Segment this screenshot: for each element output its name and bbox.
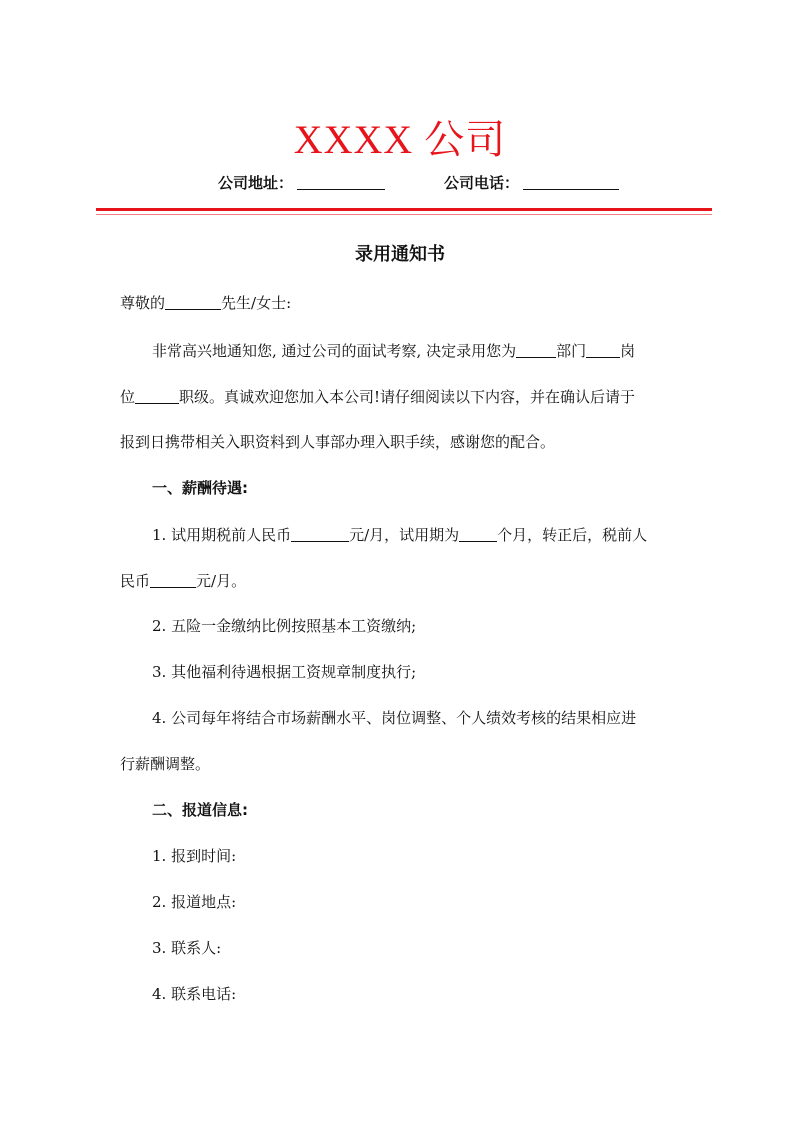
salary-item-2: 2. 五险一金缴纳比例按照基本工资缴纳; bbox=[152, 617, 417, 635]
intro-text: 职级。真诚欢迎您加入本公司!请仔细阅读以下内容，并在确认后请于 bbox=[179, 388, 636, 406]
greeting-prefix: 尊敬的 bbox=[120, 294, 166, 312]
salary-item-4-cont: 行薪酬调整。 bbox=[120, 755, 211, 773]
grade-blank bbox=[135, 388, 179, 404]
company-address bbox=[218, 172, 385, 193]
probation-months-blank bbox=[459, 526, 497, 542]
report-item-1: 1. 报到时间: bbox=[152, 847, 237, 865]
greeting-suffix: 先生/女士: bbox=[221, 294, 292, 312]
salary-text: 民币 bbox=[120, 572, 151, 590]
header-divider-thick bbox=[96, 208, 712, 211]
greeting-line bbox=[120, 292, 690, 313]
header-divider-thin bbox=[96, 214, 712, 215]
salary-text: 元/月。 bbox=[196, 572, 247, 590]
phone-blank bbox=[523, 174, 619, 190]
intro-text: 岗 bbox=[620, 342, 636, 360]
salary-text: 个月，转正后，税前人 bbox=[497, 526, 648, 544]
intro-line-1 bbox=[152, 340, 692, 361]
address-label: 公司地址： bbox=[218, 174, 294, 192]
name-blank bbox=[165, 294, 221, 310]
intro-line-2 bbox=[120, 386, 690, 407]
salary-item-3: 3. 其他福利待遇根据工资规章制度执行; bbox=[152, 663, 417, 681]
regular-salary-blank bbox=[150, 572, 196, 588]
salary-item-1-cont bbox=[120, 570, 690, 591]
report-item-2: 2. 报道地点: bbox=[152, 893, 237, 911]
intro-text: 非常高兴地通知您, 通过公司的面试考察, 决定录用您为 bbox=[152, 342, 517, 360]
salary-text: 1. 试用期税前人民币 bbox=[152, 526, 292, 544]
salary-text: 元/月，试用期为 bbox=[349, 526, 460, 544]
company-name: XXXX 公司 bbox=[293, 117, 507, 162]
salary-item-1 bbox=[152, 524, 692, 545]
position-blank bbox=[586, 342, 620, 358]
report-item-3: 3. 联系人: bbox=[152, 939, 222, 957]
salary-item-4: 4. 公司每年将结合市场薪酬水平、岗位调整、个人绩效考核的结果相应进 bbox=[152, 709, 637, 727]
section-heading-report: 二、报道信息: bbox=[152, 801, 248, 819]
phone-label: 公司电话： bbox=[444, 174, 520, 192]
address-blank bbox=[297, 174, 385, 190]
intro-text: 位 bbox=[120, 388, 136, 406]
department-blank bbox=[516, 342, 556, 358]
intro-line-3: 报到日携带相关入职资料到人事部办理入职手续，感谢您的配合。 bbox=[120, 433, 556, 451]
report-item-4: 4. 联系电话: bbox=[152, 985, 237, 1003]
probation-salary-blank bbox=[291, 526, 349, 542]
section-heading-salary: 一、薪酬待遇: bbox=[152, 479, 248, 497]
company-phone bbox=[444, 172, 619, 193]
document-title: 录用通知书 bbox=[355, 244, 445, 265]
intro-text: 部门 bbox=[556, 342, 587, 360]
